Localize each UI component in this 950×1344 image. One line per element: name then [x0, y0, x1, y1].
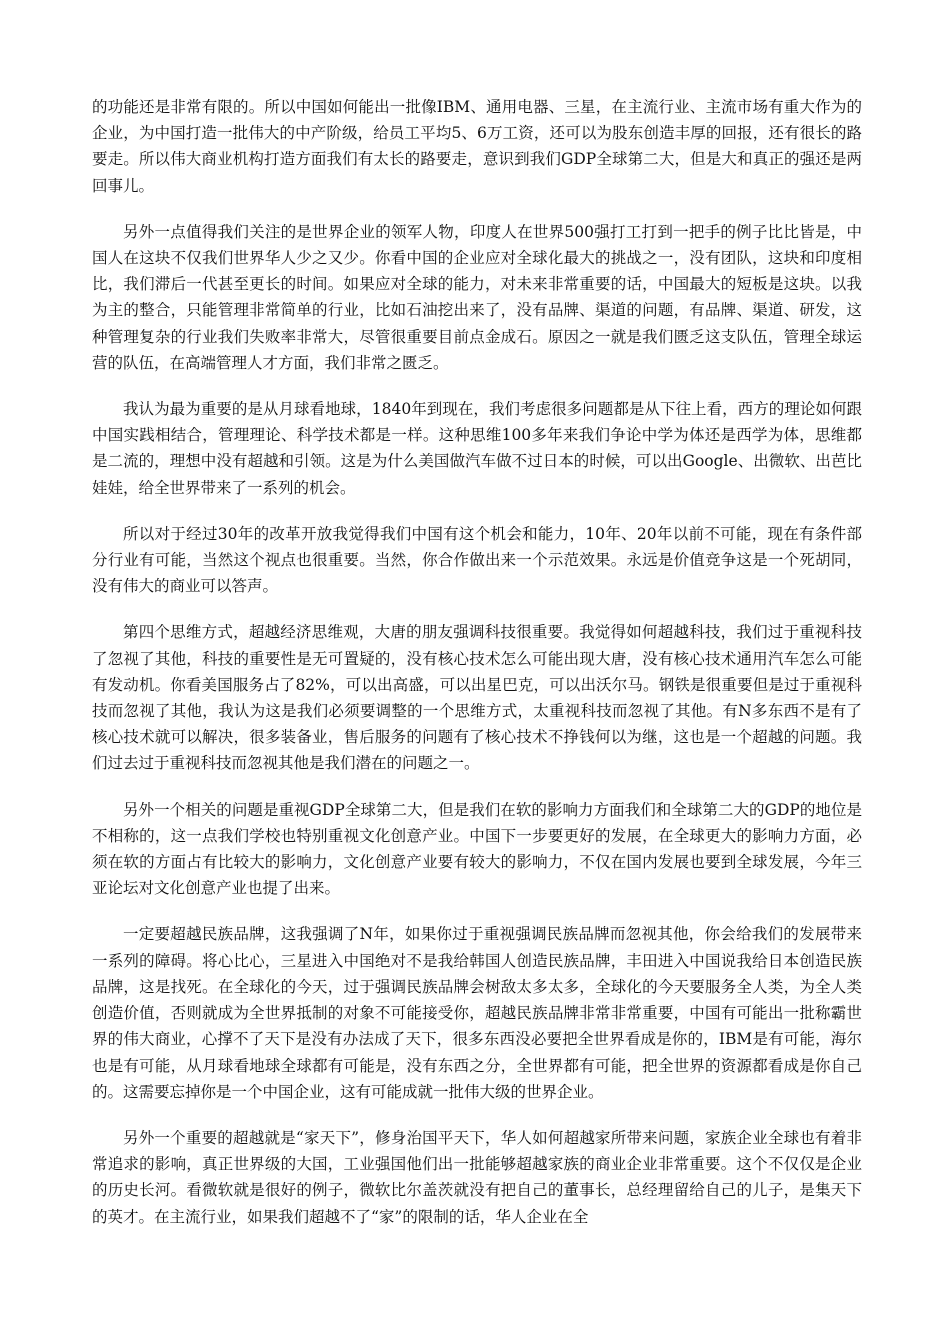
paragraph-3: 我认为最为重要的是从月球看地球，1840年到现在，我们考虑很多问题都是从下往上看，西方的理论如何跟中国实践相结合，管理理论、科学技术都是一样。这种思维100多年来我们争论中学为体还是西学为体，思维都是二流的，理想中没有超越和引领。这是为什么美国做汽车做不过日本的时候，可以出Google、出微软、出芭比娃娃，给全世界带来了一系列的机会。	[92, 400, 862, 497]
paragraph-4: 所以对于经过30年的改革开放我觉得我们中国有这个机会和能力，10年、20年以前不可能，现在有条件部分行业有可能，当然这个视点也很重要。当然，你合作做出来一个示范效果。永远是价值竞争这是一个死胡同，没有伟大的商业可以答声。	[92, 524, 862, 596]
paragraph-8: 另外一个重要的超越就是“家天下”，修身治国平天下，华人如何超越家所带来问题，家族企业全球也有着非常追求的影响，真正世界级的大国，工业强国他们出一批能够超越家族的商业企业非常重要。这个不仅仅是企业的历史长河。看微软就是很好的例子，微软比尔盖茨就没有把自己的董事长，总经理留给自己的儿子，是集天下的英才。在主流行业，如果我们超越不了“家”的限制的话，华人企业在全	[92, 1128, 862, 1226]
paragraph-5: 第四个思维方式，超越经济思维观，大唐的朋友强调科技很重要。我觉得如何超越科技，我们过于重视科技了忽视了其他，科技的重要性是无可置疑的，没有核心技术怎么可能出现大唐，没有核心技术通用汽车怎么可能有发动机。你看美国服务占了82%，可以出高盛，可以出星巴克，可以出沃尔马。钢铁是很重要但是过于重视科技而忽视了其他，我认为这是我们必须要调整的一个思维方式，太重视科技而忽视了其他。有N多东西不是有了核心技术就可以解决，很多装备业，售后服务的问题有了核心技术不挣钱何以为继，这也是一个超越的问题。我们过去过于重视科技而忽视其他是我们潜在的问题之一。	[92, 623, 862, 773]
paragraph-6: 另外一个相关的问题是重视GDP全球第二大，但是我们在软的影响力方面我们和全球第二大的GDP的地位是不相称的，这一点我们学校也特别重视文化创意产业。中国下一步要更好的发展，在全球更大的影响力方面，必须在软的方面占有比较大的影响力，文化创意产业要有较大的影响力，不仅在国内发展也要到全球发展，今年三亚论坛对文化创意产业也提了出来。	[92, 800, 862, 898]
paragraph-7: 一定要超越民族品牌，这我强调了N年，如果你过于重视强调民族品牌而忽视其他，你会给我们的发展带来一系列的障碍。将心比心，三星进入中国绝对不是我给韩国人创造民族品牌，丰田进入中国说我给日本创造民族品牌，这是找死。在全球化的今天，过于强调民族品牌会树敌太多太多，全球化的今天要服务全人类，为全人类创造价值，否则就成为全世界抵制的对象不可能接受你，超越民族品牌非常非常重要，中国有可能出一批称霸世界的伟大商业，心撑不了天下是没有办法成了天下，很多东西没必要把全世界看成是你的，IBM是有可能，海尔也是有可能，从月球看地球全球都有可能是，没有东西之分，全世界都有可能，把全世界的资源都看成是你自己的。这需要忘掉你是一个中国企业，这有可能成就一批伟大级的世界企业。	[92, 925, 862, 1101]
document-page	[92, 94, 862, 1250]
paragraph-2: 另外一点值得我们关注的是世界企业的领军人物，印度人在世界500强打工打到一把手的例子比比皆是，中国人在这块不仅我们世界华人少之又少。你看中国的企业应对全球化最大的挑战之一，没有团队，这块和印度相比，我们滞后一代甚至更长的时间。如果应对全球的能力，对未来非常重要的话，中国最大的短板是这块。以我为主的整合，只能管理非常简单的行业，比如石油挖出来了，没有品牌、渠道的问题，有品牌、渠道、研发，这种管理复杂的行业我们失败率非常大，尽管很重要目前点金成石。原因之一就是我们匮乏这支队伍，管理全球运营的队伍，在高端管理人才方面，我们非常之匮乏。	[92, 222, 862, 372]
paragraph-1: 的功能还是非常有限的。所以中国如何能出一批像IBM、通用电器、三星，在主流行业、主流市场有重大作为的企业，为中国打造一批伟大的中产阶级，给员工平均5、6万工资，还可以为股东创造丰厚的回报，还有很长的路要走。所以伟大商业机构打造方面我们有太长的路要走，意识到我们GDP全球第二大，但是大和真正的强还是两回事儿。	[92, 98, 862, 195]
